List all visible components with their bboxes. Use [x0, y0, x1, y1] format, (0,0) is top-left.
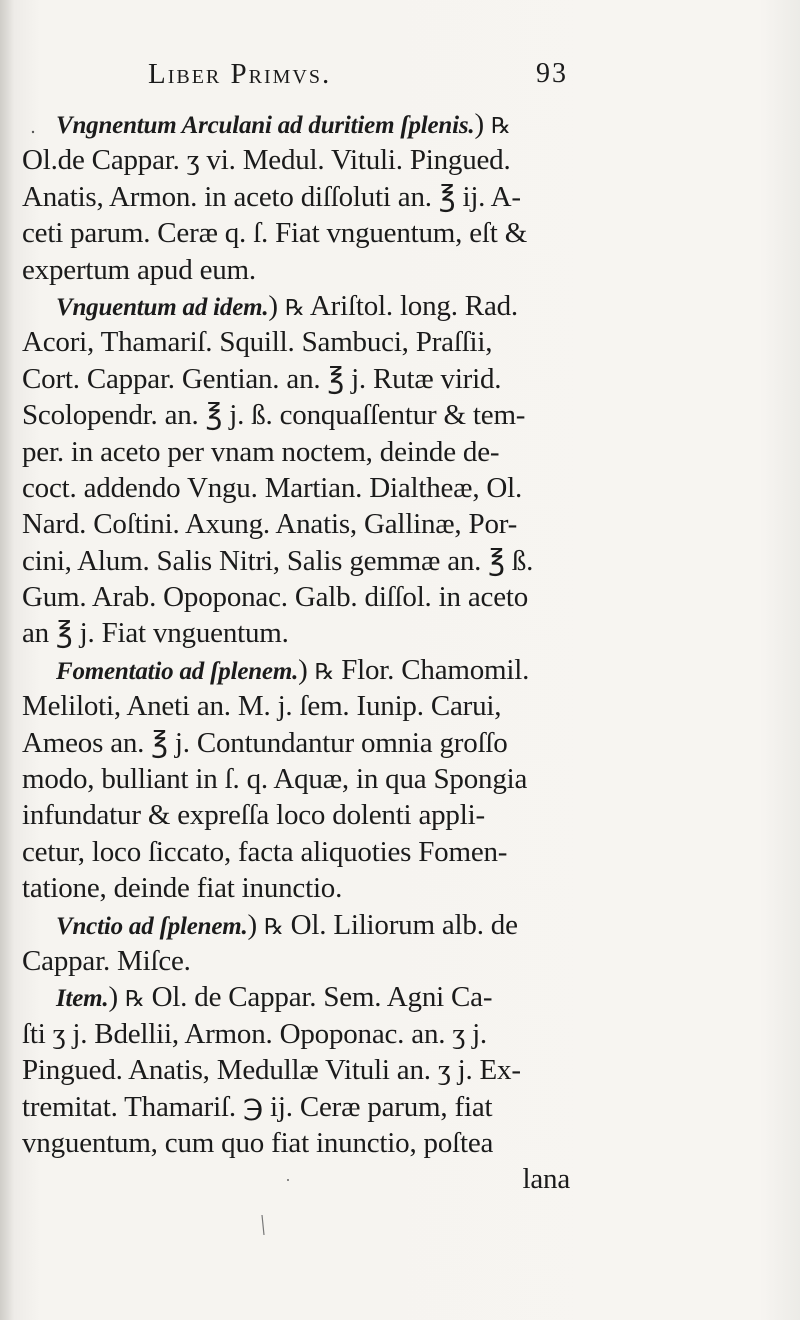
text-run: ) [247, 908, 265, 941]
text-run: tremitat. Thamariſ. ℈ ij. Ceræ parum, fiat [22, 1090, 493, 1123]
text-run: ) [108, 981, 125, 1014]
text-line [22, 106, 570, 142]
text-run: expertum apud eum. [22, 253, 256, 286]
text-run: Cappar. Miſce. [22, 944, 191, 977]
text-line [22, 579, 570, 615]
page-gutter-shadow [0, 0, 14, 1320]
text-run: Ol. de Cappar. Sem. Agni Ca- [144, 981, 493, 1014]
text-run: Pingued. Anatis, Medullæ Vituli an. ʒ j. Ex- [22, 1054, 521, 1087]
text-run: Ariſtol. long. Rad. [304, 289, 518, 322]
text-run: Cort. Cappar. Gentian. an. ℥ j. Rutæ virid. [22, 362, 502, 395]
recipe-symbol: ℞ [124, 986, 145, 1012]
text-line [22, 979, 570, 1015]
text-line [22, 943, 570, 979]
text-line [22, 543, 570, 579]
text-run: Scolopendr. an. ℥ j. ß. conquaſſentur & tem- [22, 399, 526, 432]
text-line [22, 652, 570, 688]
recipe-symbol: ℞ [264, 913, 284, 939]
text-run: lana [522, 1163, 570, 1196]
text-run: ceti parum. Ceræ q. ſ. Fiat vnguentum, eſt & [22, 217, 528, 250]
text-run: ) [298, 653, 315, 686]
recipe-symbol: ℞ [314, 658, 335, 684]
text-line [22, 215, 570, 251]
text-line [22, 397, 570, 433]
text-line [22, 252, 570, 288]
text-line [22, 1089, 570, 1125]
recipe-heading: Fomentatio ad ſplenem. [56, 657, 299, 685]
text-line [22, 142, 570, 178]
text-run: Acori, Thamariſ. Squill. Sambuci, Praſſii, [22, 326, 493, 359]
text-run: modo, bulliant in ſ. q. Aquæ, in qua Spongia [22, 763, 528, 796]
text-run: cini, Alum. Salis Nitri, Salis gemmæ an. ℥ ß. [22, 544, 534, 577]
text-run: Flor. Chamomil. [334, 653, 530, 686]
recipe-text-block [22, 106, 570, 1198]
text-run: Nard. Coſtini. Axung. Anatis, Gallinæ, Por- [22, 508, 518, 541]
text-run: ) [268, 289, 285, 322]
text-line [22, 1125, 570, 1161]
text-run: an ℥ j. Fiat vnguentum. [22, 617, 289, 650]
text-run: ) [474, 108, 491, 140]
text-line [22, 761, 570, 797]
text-line [22, 615, 570, 651]
text-line [22, 797, 570, 833]
text-run: cetur, loco ſiccato, facta aliquoties Fomen- [22, 835, 508, 868]
text-run: infundatur & expreſſa loco dolenti appli- [22, 799, 485, 832]
text-run: Ol. Liliorum alb. de [283, 908, 518, 941]
text-run: Ol.de Cappar. ʒ vi. Medul. Vituli. Pingued. [22, 144, 511, 177]
text-line [22, 1052, 570, 1088]
text-line [22, 834, 570, 870]
running-header [148, 58, 568, 98]
recipe-heading: Item. [56, 985, 109, 1013]
text-run: Meliloti, Aneti an. M. j. ſem. Iunip. Carui, [22, 690, 502, 723]
text-run: Gum. Arab. Opoponac. Galb. diſſol. in aceto [22, 581, 529, 614]
text-run: Ameos an. ℥ j. Contundantur omnia groſſo [22, 726, 508, 759]
text-line [22, 870, 570, 906]
text-line [22, 324, 570, 360]
text-line [22, 725, 570, 761]
ink-speck [262, 1215, 264, 1235]
text-run: coct. addendo Vngu. Martian. Dialtheæ, Ol. [22, 471, 523, 504]
text-line [22, 907, 570, 943]
text-line [22, 361, 570, 397]
text-run: ſti ʒ j. Bdellii, Armon. Opoponac. an. ʒ j. [22, 1017, 487, 1050]
running-title: Liber Primvs. [148, 58, 332, 90]
text-line [22, 179, 570, 215]
text-line [22, 470, 570, 506]
text-line [22, 1161, 570, 1197]
recipe-heading: Vnguentum ad idem. [56, 293, 269, 321]
text-line [22, 506, 570, 542]
text-line [22, 688, 570, 724]
text-run: per. in aceto per vnam noctem, deinde de- [22, 435, 500, 468]
text-line [22, 288, 570, 324]
text-line [22, 1016, 570, 1052]
text-run: Anatis, Armon. in aceto diſſoluti an. ℥ ij. A- [22, 180, 521, 213]
recipe-symbol: ℞ [284, 294, 305, 320]
recipe-symbol: ℞ [490, 113, 511, 138]
text-run: vnguentum, cum quo fiat inunctio, poſtea [22, 1126, 494, 1159]
recipe-heading: Vngnentum Arculani ad duritiem ſplenis. [56, 112, 475, 139]
recipe-heading: Vnctio ad ſplenem. [56, 912, 248, 940]
text-line [22, 434, 570, 470]
text-run: tatione, deinde fiat inunctio. [22, 872, 343, 905]
page-number: 93 [536, 58, 568, 89]
